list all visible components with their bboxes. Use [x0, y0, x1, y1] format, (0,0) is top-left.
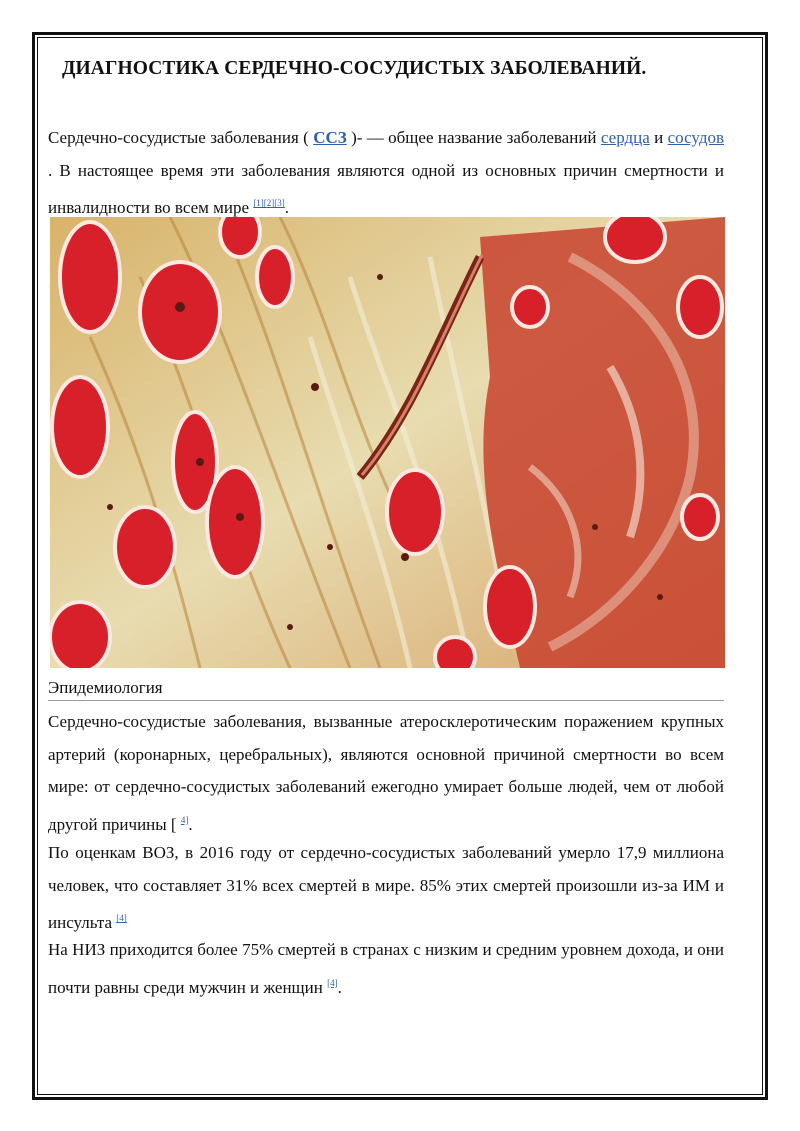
epidemiology-paragraph-2 [48, 837, 724, 940]
paragraph4-text: На НИЗ приходится более 75% смертей в странах с низким и средним уровнем дохода, и они почти равны среди мужчин и женщин [48, 940, 724, 997]
section-heading: Эпидемиология [48, 678, 724, 701]
epidemiology-paragraph-1 [48, 706, 724, 841]
paragraph4-reference[interactable]: [4] [327, 977, 338, 988]
paragraph2-text: Сердечно-сосудистые заболевания, вызванные атеросклеротическим поражением крупных артерий (коронарных, церебральных), являются основной причиной смертности во всем мире: от сердечно-сосудистых заболеваний ежегодно умирает больше людей, чем от любой другой причины [ [48, 712, 724, 834]
paragraph3-text: По оценкам ВОЗ, в 2016 году от сердечно-сосудистых заболеваний умерло 17,9 миллиона человек, что составляет 31% всех смертей в мире. 85% этих смертей произошли из-за ИМ и инсульта [48, 843, 724, 932]
intro-paragraph [48, 122, 724, 225]
intro-text-and: и [654, 128, 664, 147]
intro-end: . [284, 198, 290, 217]
paragraph3-reference[interactable]: [4] [116, 913, 127, 923]
paragraph2-reference[interactable]: 4] [180, 814, 189, 825]
heart-link[interactable]: сердца [600, 128, 650, 147]
intro-text-pre: Сердечно-сосудистые заболевания ( [48, 128, 309, 147]
intro-text-post: . В настоящее время эти заболевания являются одной из основных причин смертности и инвалидности во всем мире [48, 160, 724, 217]
vessels-link[interactable]: сосудов [667, 128, 725, 147]
epidemiology-paragraph-3 [48, 934, 724, 1004]
histology-image [50, 217, 725, 668]
page-title: ДИАГНОСТИКА СЕРДЕЧНО-СОСУДИСТЫХ ЗАБОЛЕВАНИЙ. [62, 58, 647, 79]
intro-text-mid: )- — общее название заболеваний [351, 128, 597, 147]
abbr-link[interactable]: ССЗ [313, 128, 347, 147]
paragraph4-end: . [337, 977, 342, 997]
intro-references[interactable]: [1][2][3] [253, 198, 285, 208]
paragraph2-end: . [188, 814, 193, 834]
